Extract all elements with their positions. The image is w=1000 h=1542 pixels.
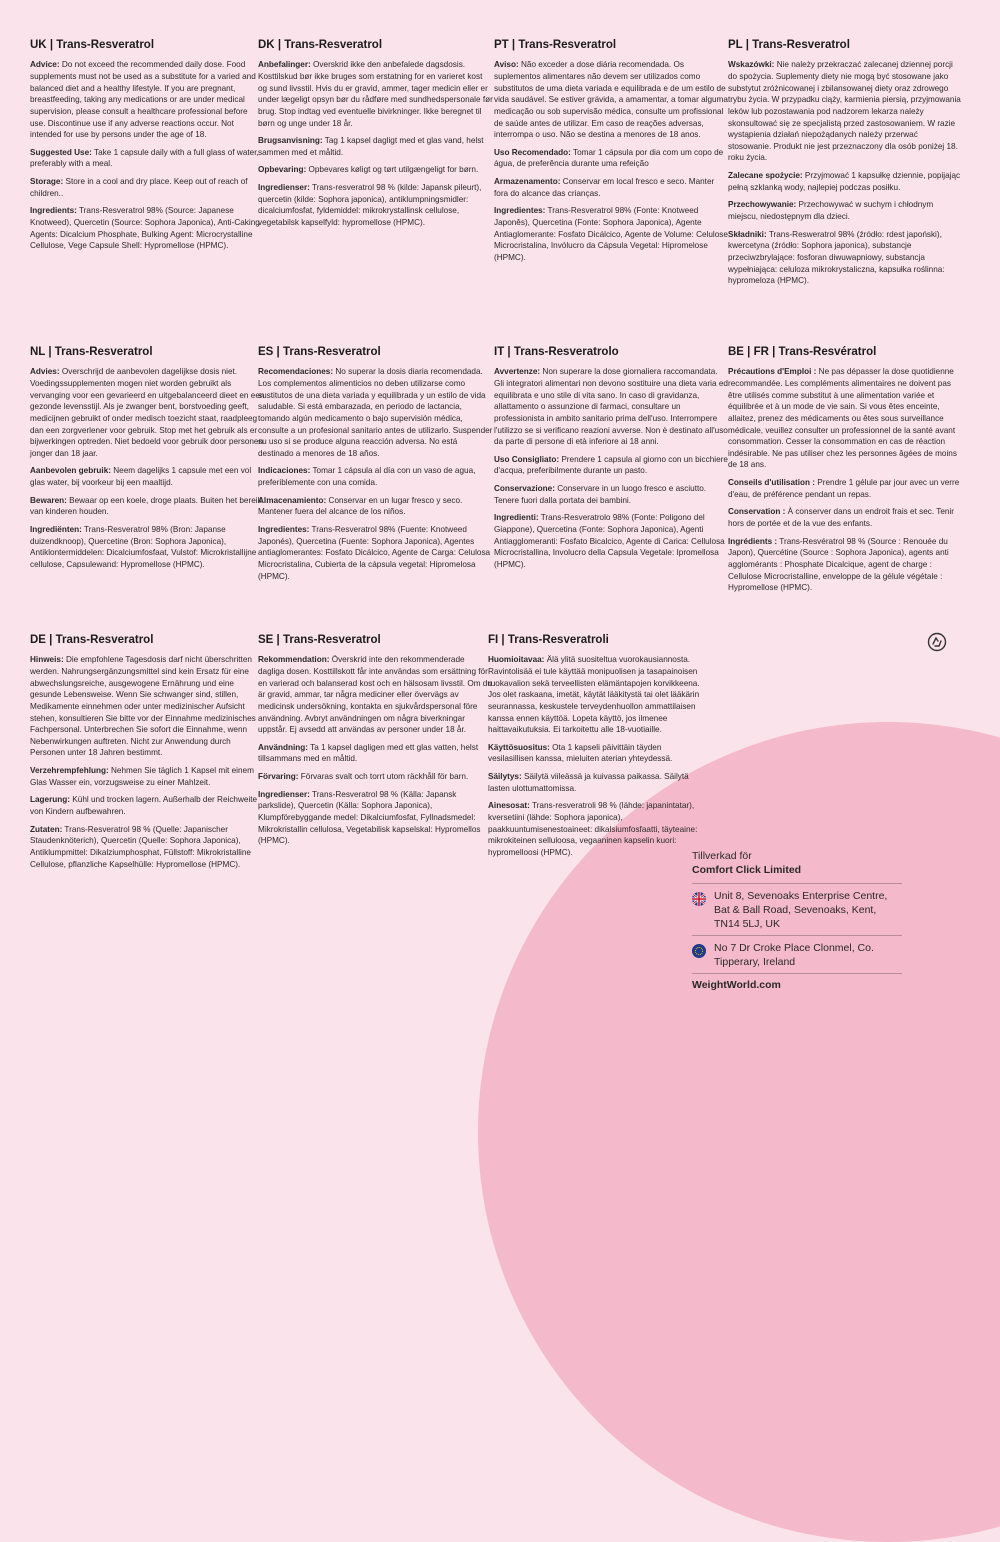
section-text: Prendre 1 gélule par jour avec un verre d'eau, de préférence pendant un repas.: [728, 478, 960, 499]
label-section: [258, 135, 493, 158]
section-text: Store in a cool and dry place. Keep out of reach of children..: [30, 177, 248, 198]
section-text: Não exceder a dose diária recomendada. Os suplementos alimentares não devem ser utilizados como substitutos de uma dieta variada e equilibrada e de um estilo de vida saudável. Se estiver grávida, a amamentar, a tomar alguma medicação ou sob supervisão médica, consulte um profissional de saúde antes de utilizar. Em caso de reações adversas, interrompa o uso. Não se destina a menores de 18 anos.: [494, 60, 728, 140]
panel-title: FI | Trans-Resveratroli: [488, 634, 609, 646]
label-section: [30, 147, 265, 170]
section-heading: Conseils d'utilisation :: [728, 478, 816, 488]
panel-title: DE | Trans-Resveratrol: [30, 634, 154, 646]
section-heading: Förvaring:: [258, 772, 299, 782]
label-section: [258, 742, 493, 765]
manufacturer-block: [692, 850, 902, 993]
label-section: [494, 366, 729, 447]
made-for-label: Tillverkad för: [692, 850, 752, 862]
panel-title: PL | Trans-Resveratrol: [728, 39, 850, 51]
country-code: IT: [494, 346, 505, 358]
label-section: [728, 59, 963, 164]
section-heading: Ingrédients :: [728, 536, 778, 546]
section-heading: Zalecane spożycie:: [728, 171, 803, 181]
section-text: Trans-Resveratrol 98% (Fonte: Knotweed Japonês), Quercetina (Fonte: Sophora Japonica), Agente Antiaglomerante: Fosfato Dicálcico, Agente de Volume: Celulose Microcristalina, Invólucro da Cápsula Vegetal: Hipromelose (HPMC).: [494, 206, 728, 262]
label-section: [494, 483, 729, 506]
section-text: Overskrid ikke den anbefalede dagsdosis. Kosttilskud bør ikke bruges som erstatning for en varieret kost og sund livsstil. Hvis du er gravid, ammer, tager medicin eller er under lægeligt opsyn bør du rådføre med sundhedspersonale før brug. Stop indtag ved eventuelle bivirkninger. Ikke beregnet til børn og unge under 18 år.: [258, 60, 493, 128]
label-section: [30, 495, 265, 518]
section-text: Förvaras svalt och torrt utom räckhåll för barn.: [298, 772, 469, 782]
company-name: Comfort Click Limited: [692, 863, 802, 876]
section-text: Ne pas dépasser la dose quotidienne recommandée. Les compléments alimentaires ne doivent pas être utilisés comme substitut à une alimentation variée et équilibrée et à un mode de vie sain. Si vous êtes enceinte, allaitez, prenez des médicaments ou êtes sous surveillance médicale, veuillez consulter un professionnel de la santé avant consommation. Cesser la consommation en cas de réaction indésirable. Ne pas utiliser chez les personnes âgées de moins de 18 ans.: [728, 367, 957, 470]
label-section: [488, 771, 703, 794]
label-section: [258, 366, 493, 459]
label-section: [258, 495, 493, 518]
section-heading: Lagerung:: [30, 795, 71, 805]
section-heading: Hinweis:: [30, 655, 64, 665]
panel-dk: [258, 37, 493, 235]
product-name: Trans-Resveratrol: [518, 39, 617, 51]
section-text: Nie należy przekraczać zalecanej dziennej porcji do spożycia. Suplementy diety nie mogą być stosowane jako substytut zróżnicowanej i zbilansowanej diety oraz zdrowego trybu życia. W przypadku ciąży, karmienia piersią, przyjmowania leków lub pozostawania pod nadzorem lekarza należy skonsultować się ze specjalistą przed zastosowaniem. W razie wystąpienia działań niepożądanych należy przerwać stosowanie. Produkt nie jest przeznaczony dla osób poniżej 18. roku życia.: [728, 60, 961, 163]
section-heading: Huomioitavaa:: [488, 655, 545, 665]
section-heading: Conservazione:: [494, 484, 555, 494]
panel-title: DK | Trans-Resveratrol: [258, 39, 383, 51]
section-heading: Conservation :: [728, 507, 786, 517]
section-heading: Ingredienser:: [258, 789, 310, 799]
uk-address: Unit 8, Sevenoaks Enterprise Centre, Bat & Ball Road, Sevenoaks, Kent, TN14 5LJ, UK: [714, 890, 888, 930]
section-text: Trans-Resveratrol 98% (Bron: Japanse duizendknoop), Quercetine (Bron: Sophora Japonica), Antiklontermiddelen: Dicalciumfosfaat, Vulstof: Microkristallijne cellulose, Capsulewand: Hypromellose (HPMC).: [30, 525, 257, 569]
section-heading: Avvertenze:: [494, 367, 541, 377]
section-text: Kühl und trocken lagern. Außerhalb der Reichweite von Kindern aufbewahren.: [30, 795, 258, 817]
label-section: [494, 176, 729, 199]
section-heading: Indicaciones:: [258, 466, 311, 476]
section-text: Tomar 1 cápsula al día con un vaso de agua, preferiblemente con una comida.: [258, 466, 476, 488]
label-section: [258, 59, 493, 129]
section-text: Conservar em local fresco e seco. Manter fora do alcance das crianças.: [494, 177, 715, 198]
label-section: [728, 170, 963, 193]
website-link[interactable]: WeightWorld.com: [692, 973, 902, 993]
product-name: Trans-Resveratrol: [284, 39, 383, 51]
panel-title: UK | Trans-Resveratrol: [30, 39, 155, 51]
country-code: DK: [258, 39, 275, 51]
section-heading: Användning:: [258, 742, 309, 752]
eu-address-row: [692, 935, 902, 973]
panel-title: BE | FR | Trans-Resvératrol: [728, 346, 877, 358]
label-section: [258, 465, 493, 488]
product-name: Trans-Resveratrol: [752, 39, 850, 51]
section-text: Take 1 capsule daily with a full glass of water, preferably with a meal.: [30, 147, 259, 169]
section-text: Trans-Resveratrol 98 % (Källa: Japansk parkslide), Quercetin (Källa: Sophora Japonica), Klumpförebyggande medel: Dikalciumfosfat, Fyllnadsmedel: Mikrokristallin cellulosa, Vegetabilisk kapselskal: Hypromellos (HPMC).: [258, 789, 481, 846]
section-heading: Rekommendation:: [258, 655, 330, 665]
section-text: Tomar 1 cápsula por dia com um copo de água, de preferência durante uma refeição: [494, 147, 724, 169]
section-text: No superar la dosis diaria recomendada. Los complementos alimenticios no deben utilizarse como sustitutos de una dieta variada y equilibrada y un estilo de vida saludable. Si está embarazada, en periodo de lactancia, tomando algún medicamento o bajo supervisión médica, consulte a un profesional sanitario antes de utilizarlo. Suspender su uso si se produce alguna reacción adversa. No está destinado a menores de 18 años.: [258, 367, 493, 458]
section-heading: Précautions d'Emploi :: [728, 367, 817, 377]
label-section: [728, 477, 963, 500]
section-text: Trans-Resveratrol 98% (Fuente: Knotweed Japonés), Quercetina (Fuente: Sophora Japonica), Agentes antiaglomerantes: Fosfato Dicálcico, Agente de Carga: Celulosa Microcristalina, Cubierta de la cápsula vegetal: Hipromelosa (HPMC).: [258, 525, 491, 581]
country-code: DE: [30, 634, 46, 646]
section-text: Säilytä viileässä ja kuivassa paikassa. Säilytä lasten ulottumattomissa.: [488, 772, 689, 793]
section-text: Przechowywać w suchym i chłodnym miejscu, niedostępnym dla dzieci.: [728, 200, 934, 222]
label-section: [488, 742, 703, 765]
label-section: [728, 536, 963, 594]
label-section: [30, 824, 265, 871]
section-text: Nehmen Sie täglich 1 Kapsel mit einem Glas Wasser ein, vorzugsweise zu einer Mahlzeit.: [30, 766, 254, 787]
section-text: Bewaar op een koele, droge plaats. Buiten het bereik van kinderen houden.: [30, 495, 262, 517]
label-section: [30, 794, 265, 817]
label-section: [258, 654, 493, 735]
country-code: UK: [30, 39, 47, 51]
panel-uk: [30, 37, 265, 258]
section-heading: Wskazówki:: [728, 60, 775, 70]
section-text: Do not exceed the recommended daily dose. Food supplements must not be used as a substitute for a varied and balanced diet and a healthy lifestyle. If you are pregnant, breastfeeding, taking any medications or are under medical supervision, please consult a healthcare professional before use. Discontinue use if any adverse reactions occur. Not intended for use by persons under the age of 18.: [30, 60, 256, 140]
product-name: Trans-Resveratroli: [507, 634, 609, 646]
section-text: Trans-resveratrol 98 % (kilde: Japansk pileurt), quercetin (kilde: Sophora japonica), antiklumpningsmidler: dicalciumfosfat, fyldemiddel: mikrokrystallinsk cellulose, vegetabilsk kapselfyld: hypromellose (HPMC).: [258, 183, 482, 228]
panel-title: IT | Trans-Resveratrolo: [494, 346, 619, 358]
section-heading: Storage:: [30, 177, 64, 187]
label-section: [258, 789, 493, 847]
section-heading: Ingredientes:: [494, 206, 546, 216]
section-heading: Recomendaciones:: [258, 367, 334, 377]
product-name: Trans-Resveratrol: [55, 634, 154, 646]
section-text: Trans-Resweratrol 98% (źródło: rdest japoński), kwercetyna (źródło: Sophora japonica), substancje przeciwzbrylające: fosforan diwuwapniowy, substancja wypełniająca: celuloza mikrokrystaliczna, kapsułka roślinna: hypromeloza (HPMC).: [728, 229, 945, 286]
panel-fi: [488, 632, 703, 865]
recycle-icon: [927, 632, 947, 652]
product-name: Trans-Resvératrol: [778, 346, 877, 358]
section-heading: Ingredientes:: [258, 525, 310, 535]
label-section: [30, 765, 265, 788]
section-heading: Zutaten:: [30, 824, 63, 834]
section-text: Trans-Resveratrol 98% (Source: Japanese Knotweed), Quercetin (Source: Sophora Japonica), Anti-Caking Agents: Dicalcium Phosphate, Bulking Agent: Microcrystalline Cellulose, Vege Capsule Shell: Hypromellose (HPMC).: [30, 206, 260, 251]
section-heading: Aviso:: [494, 60, 519, 70]
section-text: Prendere 1 capsula al giorno con un bicchiere d'acqua, preferibilmente durante un pasto.: [494, 454, 728, 476]
country-code: FI: [488, 634, 499, 646]
panel-nl: [30, 344, 265, 577]
section-text: Overschrijd de aanbevolen dagelijkse dosis niet. Voedingssupplementen mogen niet worden gebruikt als vervanging voor een gevarieerd en uitgebalanceerd dieet en een gezonde levensstijl. Als je zwanger bent, borstvoeding geeft, medicijnen gebruikt of onder medisch toezicht staat, raadpleeg dan een zorgverlener voor gebruik. Stop met het gebruik als er bijwerkingen optreden. Niet bedoeld voor gebruik door personen jonger dan 18 jaar.: [30, 367, 265, 458]
product-name: Trans-Resveratrolo: [513, 346, 619, 358]
panel-be-fr: [728, 344, 963, 600]
section-heading: Almacenamiento:: [258, 495, 327, 505]
manufacturer-heading: [692, 850, 902, 883]
section-heading: Ingredienser:: [258, 183, 310, 193]
section-text: Tag 1 kapsel dagligt med et glas vand, helst sammen med et måltid.: [258, 136, 484, 157]
label-section: [30, 176, 265, 199]
section-text: Conservare in un luogo fresco e asciutto. Tenere fuori dalla portata dei bambini.: [494, 484, 707, 505]
section-text: Ota 1 kapseli päivittäin täyden vesilasillisen kanssa, mieluiten aterian yhteydessä.: [488, 742, 673, 764]
panel-title: SE | Trans-Resveratrol: [258, 634, 381, 646]
section-heading: Advice:: [30, 60, 60, 70]
uk-flag-icon: [692, 892, 706, 906]
label-section: [258, 771, 493, 783]
panel-se: [258, 632, 493, 853]
panel-title: PT | Trans-Resveratrol: [494, 39, 617, 51]
panel-it: [494, 344, 729, 577]
label-section: [30, 465, 265, 488]
section-text: Opbevares køligt og tørt utilgængeligt for børn.: [306, 165, 479, 175]
label-section: [258, 164, 493, 176]
label-section: [728, 506, 963, 529]
section-heading: Składniki:: [728, 229, 767, 239]
section-text: Conservar en un lugar fresco y seco. Mantener fuera del alcance de los niños.: [258, 495, 463, 517]
section-text: Trans-resveratroli 98 % (lähde: japanintatar), kversetiini (lähde: Sophora japonica), paakkuuntumisenestoaineet: dikalsiumfosfaatti, täyteaine: mikrokiteinen selluloosa, vegaaninen kapselin kuori: hypromelloosi (HPMC).: [488, 801, 698, 857]
label-section: [30, 654, 265, 759]
section-text: Trans-Resvératrol 98 % (Source : Renouée du Japon), Quercétine (Source : Sophora Japonica), agents anti agglomérants : Phosphate Dicalcique, agent de charge : Cellulose Microcristalline, enveloppe de la gélule végétale : Hypromellose (HPMC).: [728, 536, 949, 593]
section-heading: Ingredienti:: [494, 513, 539, 523]
section-text: Non superare la dose giornaliera raccomandata. Gli integratori alimentari non devono sostituire una dieta varia ed equilibrata e uno stile di vita sano. In caso di gravidanza, allattamento o assunzione di farmaci, consultare un professionista in ambito sanitario prima dell'uso. Interrompere l'utilizzo se si verificano reazioni avverse. Non è destinato all'uso da parte di persone di età inferiore ai 18 anni.: [494, 367, 728, 447]
panel-pl: [728, 37, 963, 293]
label-section: [30, 59, 265, 140]
label-section: [728, 366, 963, 471]
section-text: Överskrid inte den rekommenderade dagliga dosen. Kosttillskott får inte användas som ersättning för en varierad och balanserad kost och en hälsosam livsstil. Om du är gravid, ammar, tar några mediciner eller övervägs av medicinsk undersökning, kontakta en sjukvårdspersonal före användning. Avbryt användningen om några biverkningar uppstår. Ej avsedd att användas av personer under 18 år.: [258, 655, 492, 735]
section-heading: Aanbevolen gebruik:: [30, 466, 111, 476]
panel-title: ES | Trans-Resveratrol: [258, 346, 381, 358]
product-name: Trans-Resveratrol: [54, 346, 153, 358]
section-heading: Säilytys:: [488, 772, 522, 782]
label-section: [30, 366, 265, 459]
country-code: ES: [258, 346, 274, 358]
label-section: [30, 205, 265, 252]
label-section: [494, 205, 729, 263]
eu-address: No 7 Dr Croke Place Clonmel, Co. Tipperary, Ireland: [714, 942, 874, 968]
country-code: BE | FR: [728, 346, 769, 358]
section-heading: Suggested Use:: [30, 147, 92, 157]
panel-title: NL | Trans-Resveratrol: [30, 346, 153, 358]
country-code: NL: [30, 346, 46, 358]
label-section: [728, 229, 963, 287]
section-heading: Armazenamento:: [494, 177, 561, 187]
section-heading: Ainesosat:: [488, 801, 530, 811]
label-section: [728, 199, 963, 222]
section-heading: Uso Recomendado:: [494, 147, 571, 157]
section-heading: Bewaren:: [30, 495, 67, 505]
product-name: Trans-Resveratrol: [282, 346, 381, 358]
label-section: [488, 654, 703, 735]
section-text: Trans-Resveratrolo 98% (Fonte: Poligono del Giappone), Quercetina (Fonte: Sophora Japonica), Agenti Antiagglomeranti: Fosfato Bicalcico, Agente di Carica: Cellulosa Microcristallina, Involucro della Capsula Vegetale: Ipromellosa (HPMC).: [494, 513, 725, 569]
section-text: Przyjmować 1 kapsułkę dziennie, popijając pełną szklanką wody, najlepiej podczas posiłku.: [728, 171, 961, 192]
label-section: [258, 182, 493, 229]
country-code: PL: [728, 39, 743, 51]
section-text: Neem dagelijks 1 capsule met een vol glas water, bij voorkeur bij een maaltijd.: [30, 466, 252, 488]
section-text: À conserver dans un endroit frais et sec. Tenir hors de portée et de la vue des enfants.: [728, 507, 955, 529]
label-section: [494, 59, 729, 140]
label-section: [30, 524, 265, 571]
section-heading: Ingrediënten:: [30, 525, 82, 535]
label-section: [494, 147, 729, 170]
label-section: [494, 454, 729, 477]
section-heading: Ingredients:: [30, 206, 77, 216]
section-text: Die empfohlene Tagesdosis darf nicht überschritten werden. Nahrungsergänzungsmittel sind kein Ersatz für eine abwechslungsreiche, ausgewogene Ernährung und eine gesunde Lebensweise. Wenn Sie schwanger sind, stillen, Medikamente einnehmen oder unter medizinischer Aufsicht stehen, konsultieren Sie bitte vor der Einnahme medizinisches Fachpersonal. Unterbrechen Sie sofort die Einnahme, wenn Nebenwirkungen auftreten. Nicht zur Anwendung durch Personen unter 18 Jahren bestimmt.: [30, 655, 256, 758]
section-heading: Brugsanvisning:: [258, 136, 323, 146]
section-heading: Anbefalinger:: [258, 60, 311, 70]
panel-pt: [494, 37, 729, 270]
section-text: Ta 1 kapsel dagligen med ett glas vatten, helst tillsammans med en måltid.: [258, 742, 479, 764]
country-code: SE: [258, 634, 274, 646]
section-text: Trans-Resveratrol 98 % (Quelle: Japanischer Staudenknöterich), Quercetin (Quelle: Sophora Japonica), Antiklumpmittel: Dikalziumphosphat, Füllstoff: Mikrokristalline Cellulose, pflanzliche Kapselhülle: Hypromellose (HPMC).: [30, 824, 251, 869]
section-heading: Przechowywanie:: [728, 200, 797, 210]
panel-de: [30, 632, 265, 876]
country-code: PT: [494, 39, 509, 51]
panel-es: [258, 344, 493, 588]
eu-flag-icon: [692, 944, 706, 958]
section-heading: Uso Consigliato:: [494, 454, 560, 464]
section-text: Älä ylitä suositeltua vuorokausiannosta. Ravintolisää ei tule käyttää monipuolisen ja tasapainoisen ruokavalion sekä terveellisten elämäntapojen korvikkeena. Jos olet raskaana, imetät, käytät lääkitystä tai olet lääkärin seurannassa, keskustele terveydenhuollon ammattilaisen kanssa ennen käyttöä. Lopeta käyttö, jos ilmenee haittavaikutuksia. Ei tarkoitettu alle 18-vuotiaille.: [488, 655, 700, 735]
label-section: [258, 524, 493, 582]
label-section: [488, 800, 703, 858]
section-heading: Käyttösuositus:: [488, 742, 550, 752]
section-heading: Advies:: [30, 367, 60, 377]
product-name: Trans-Resveratrol: [56, 39, 155, 51]
product-name: Trans-Resveratrol: [282, 634, 381, 646]
section-heading: Opbevaring:: [258, 165, 307, 175]
section-heading: Verzehrempfehlung:: [30, 766, 109, 776]
uk-address-row: [692, 883, 902, 935]
label-section: [494, 512, 729, 570]
